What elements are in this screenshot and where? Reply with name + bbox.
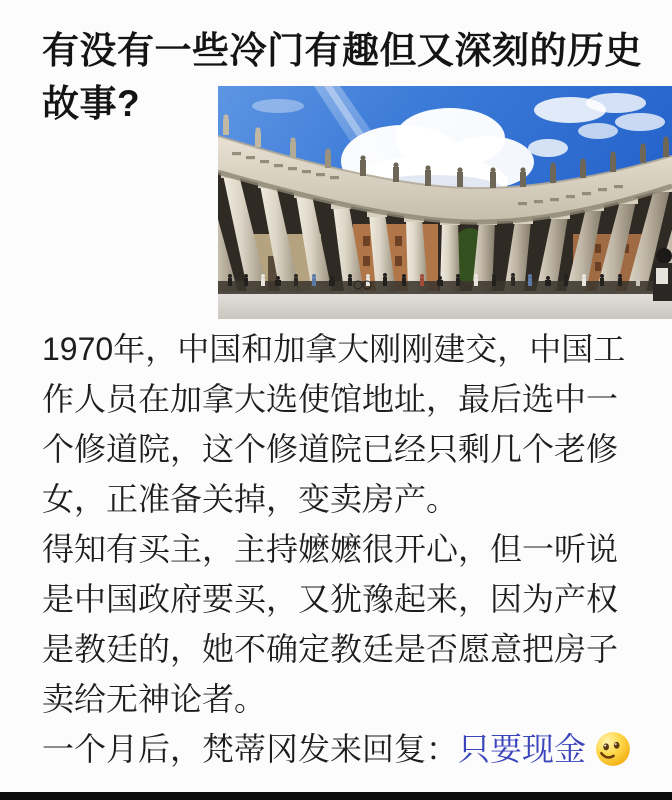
smirking-sideways-face-emoji (594, 730, 632, 768)
paragraph-2: 得知有买主，主持嬷嬷很开心，但一听说是中国政府要买，又犹豫起来，因为产权是教廷的，她不确定教廷是否愿意把房子卖给无神论者。 (42, 531, 619, 717)
colonnade-photo[interactable] (218, 86, 672, 319)
reply-highlight-link[interactable]: 只要现金 (458, 731, 587, 767)
reply-line (42, 724, 643, 774)
paragraph-1: 1970年，中国和加拿大刚刚建交，中国工作人员在加拿大选使馆地址，最后选中一个修道院，这个修道院已经只剩几个老修女，正准备关掉，变卖房产。 (42, 331, 626, 517)
bottom-bar (0, 792, 672, 800)
post-body (42, 324, 643, 774)
reply-prefix: 一个月后，梵蒂冈发来回复： (42, 731, 459, 767)
post-title: 有没有一些冷门有趣但又深刻的历史故事? (42, 30, 642, 124)
colonnade-photo-graphic (218, 86, 672, 319)
